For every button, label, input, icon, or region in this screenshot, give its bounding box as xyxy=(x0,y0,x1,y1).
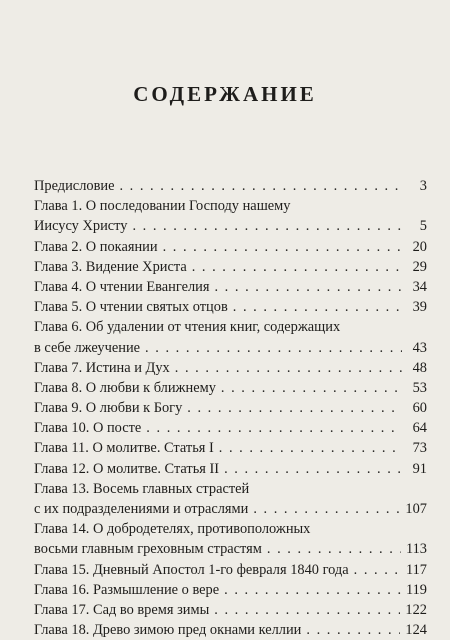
toc-entry xyxy=(34,358,427,378)
dot-leader xyxy=(175,358,402,378)
toc-line xyxy=(34,398,427,418)
toc-page-number: 43 xyxy=(412,339,427,356)
toc-entry xyxy=(34,297,427,317)
toc-entry xyxy=(34,459,427,479)
toc-line xyxy=(34,499,427,519)
toc-entry xyxy=(34,317,427,357)
toc-entry xyxy=(34,257,427,277)
dot-leader xyxy=(233,297,402,317)
toc-line xyxy=(34,459,427,479)
toc-page-number: 39 xyxy=(412,299,427,316)
toc-line xyxy=(34,620,427,640)
toc-page-number: 20 xyxy=(412,238,427,255)
toc-line xyxy=(34,317,427,337)
dot-leader xyxy=(214,277,402,297)
toc-page-number: 113 xyxy=(405,541,427,558)
dot-leader xyxy=(146,418,402,438)
toc-line xyxy=(34,176,427,196)
toc-line xyxy=(34,237,427,257)
toc-line xyxy=(34,438,427,458)
toc-entry-title: Глава 4. О чтении Евангелия xyxy=(34,278,210,295)
toc-entry xyxy=(34,237,427,257)
toc-entry-title: Глава 10. О посте xyxy=(34,420,142,437)
toc-entry xyxy=(34,580,427,600)
toc-entry-title: Глава 11. О молитве. Статья I xyxy=(34,440,214,457)
toc-line xyxy=(34,539,427,559)
toc-entry xyxy=(34,176,427,196)
dot-leader xyxy=(163,237,402,257)
dot-leader xyxy=(192,257,402,277)
dot-leader xyxy=(221,378,402,398)
toc-entry xyxy=(34,378,427,398)
toc-entry-title: Глава 14. О добродетелях, противоположных xyxy=(34,521,311,538)
toc-entry-title: Иисусу Христу xyxy=(34,218,128,235)
toc-entry-title: Предисловие xyxy=(34,178,115,194)
toc-page-number: 5 xyxy=(419,218,427,235)
dot-leader xyxy=(354,560,401,580)
toc-entry-title: в себе лжеучение xyxy=(34,339,141,356)
toc-line xyxy=(34,358,427,378)
toc-entry-title: Глава 16. Размышление о вере xyxy=(34,581,220,598)
toc-entry xyxy=(34,438,427,458)
dot-leader xyxy=(253,499,400,519)
toc-entry xyxy=(34,600,427,620)
toc-page-number: 117 xyxy=(405,561,427,578)
toc-entry xyxy=(34,277,427,297)
toc-line xyxy=(34,378,427,398)
toc-line xyxy=(34,196,427,216)
toc-page-number: 64 xyxy=(412,420,427,437)
dot-leader xyxy=(145,338,402,358)
toc-line xyxy=(34,600,427,620)
toc-line xyxy=(34,519,427,539)
toc-entry xyxy=(34,479,427,519)
toc-page-number: 119 xyxy=(405,581,427,598)
dot-leader xyxy=(267,539,401,559)
toc-page-number: 29 xyxy=(412,258,427,275)
toc-line xyxy=(34,297,427,317)
toc-entry xyxy=(34,196,427,236)
toc-page-number: 122 xyxy=(405,601,427,618)
toc-entry xyxy=(34,519,427,559)
toc-entry-title: Глава 2. О покаянии xyxy=(34,238,158,255)
toc-page-number: 73 xyxy=(412,440,427,457)
dot-leader xyxy=(224,580,401,600)
toc-entry-title: Глава 1. О последовании Господу нашему xyxy=(34,198,291,215)
toc-page-number: 48 xyxy=(412,359,427,376)
dot-leader xyxy=(119,176,402,196)
toc-line xyxy=(34,277,427,297)
toc-entry-title: Глава 5. О чтении святых отцов xyxy=(34,299,228,316)
toc-page-number: 34 xyxy=(412,278,427,295)
page-title: СОДЕРЖАНИЕ xyxy=(133,82,317,106)
toc-entry xyxy=(34,418,427,438)
dot-leader xyxy=(187,398,402,418)
toc-entry-title: Глава 6. Об удалении от чтения книг, содержащих xyxy=(34,319,341,336)
toc-entry xyxy=(34,560,427,580)
toc-entry-title: Глава 9. О любви к Богу xyxy=(34,400,183,417)
toc-entry-title: Глава 15. Дневный Апостол 1-го февраля 1840 года xyxy=(34,561,349,578)
dot-leader xyxy=(306,620,400,640)
toc-entry-title: Глава 8. О любви к ближнему xyxy=(34,379,216,396)
toc-entry xyxy=(34,398,427,418)
toc-entry-title: с их подразделениями и отраслями xyxy=(34,501,249,517)
toc-page-number: 53 xyxy=(412,379,427,396)
toc-entry-title: Глава 13. Восемь главных страстей xyxy=(34,480,250,497)
toc-line xyxy=(34,338,427,358)
toc-line xyxy=(34,216,427,236)
toc-page-number: 124 xyxy=(405,622,427,639)
toc-line xyxy=(34,580,427,600)
dot-leader xyxy=(214,600,400,620)
toc-page-number: 107 xyxy=(405,501,427,517)
toc-line xyxy=(34,479,427,499)
toc-entry-title: Глава 3. Видение Христа xyxy=(34,258,187,275)
toc-entry-title: Глава 18. Древо зимою пред окнами келлии xyxy=(34,622,302,639)
toc-entry-title: Глава 17. Сад во время зимы xyxy=(34,601,210,618)
toc-line xyxy=(34,560,427,580)
toc-entry-title: восьми главным греховным страстям xyxy=(34,541,262,558)
toc-page-number: 60 xyxy=(412,400,427,417)
toc-entry-title: Глава 12. О молитве. Статья II xyxy=(34,460,220,477)
dot-leader xyxy=(224,459,402,479)
dot-leader xyxy=(219,438,402,458)
toc-page-number: 91 xyxy=(412,460,427,477)
toc-line xyxy=(34,418,427,438)
toc-entry xyxy=(34,620,427,640)
toc-page-number: 3 xyxy=(419,178,427,194)
toc-line xyxy=(34,257,427,277)
dot-leader xyxy=(132,216,402,236)
toc-entry-title: Глава 7. Истина и Дух xyxy=(34,359,170,376)
table-of-contents xyxy=(34,176,427,640)
